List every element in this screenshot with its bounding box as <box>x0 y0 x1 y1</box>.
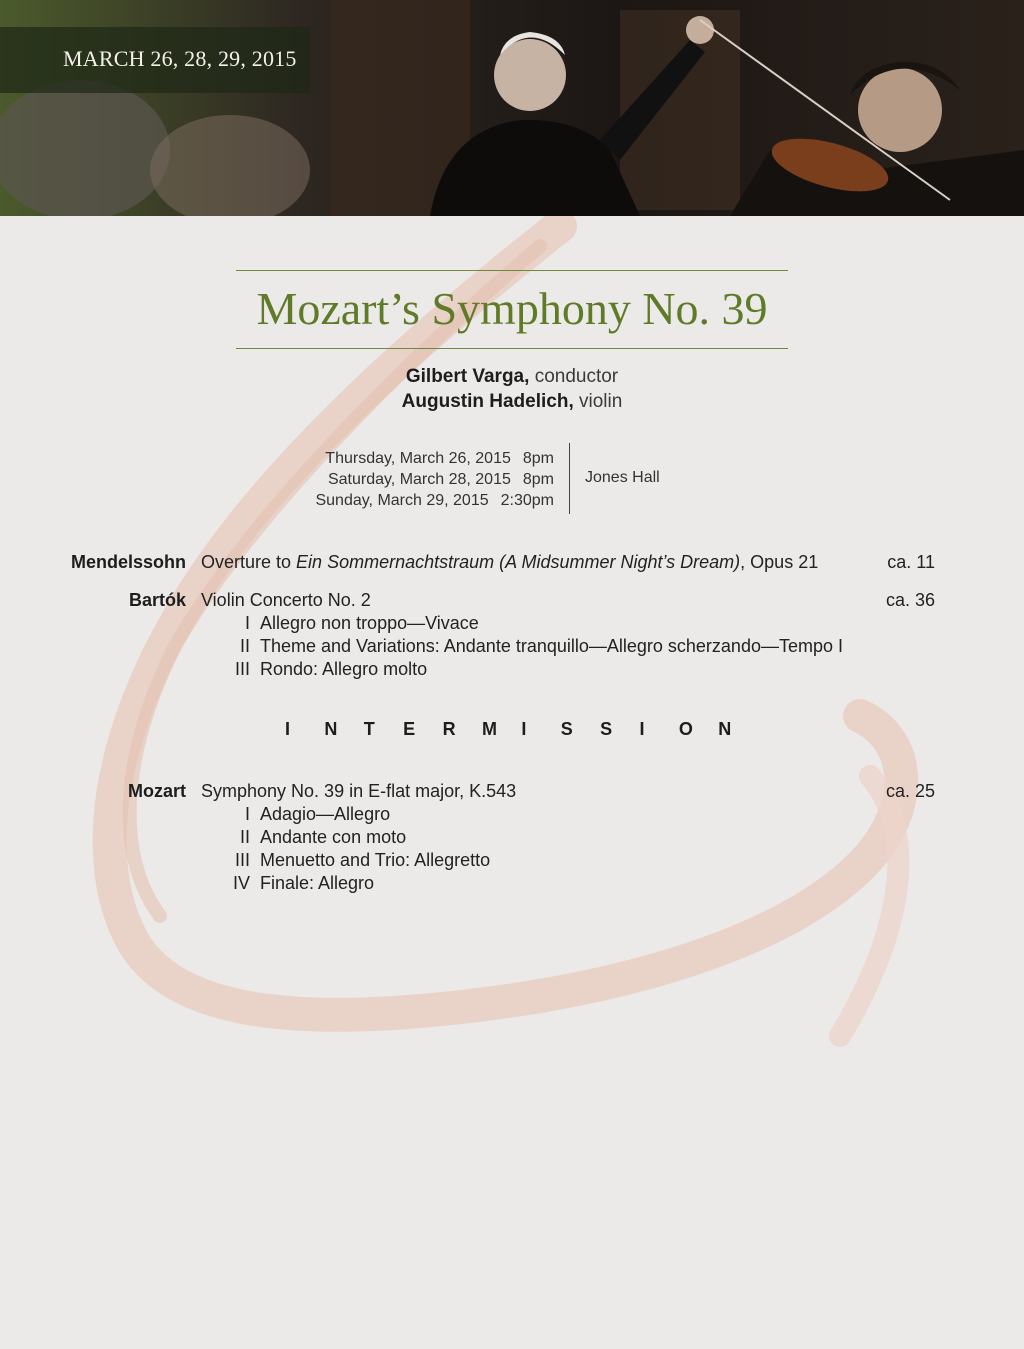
movement-number: I <box>244 804 250 824</box>
movement-name: Adagio—Allegro <box>260 804 391 824</box>
intermission-heading <box>285 719 758 740</box>
artist-name: Augustin Hadelich, <box>401 391 574 412</box>
performance-time: 2:30pm <box>500 492 554 509</box>
intermission-letter: T <box>363 719 375 739</box>
work-title <box>201 552 818 573</box>
artist-conductor <box>0 366 1024 388</box>
program-title: Mozart’s Symphony No. 39 <box>256 283 768 334</box>
work-title: Symphony No. 39 in E-flat major, K.543 <box>201 781 517 801</box>
movement-name: Allegro non troppo—Vivace <box>260 613 479 633</box>
performance-time: 8pm <box>522 471 554 488</box>
performance-date: Thursday, March 26, 2015 <box>325 450 511 467</box>
artist-role: violin <box>579 391 623 412</box>
performance-date: Saturday, March 28, 2015 <box>327 471 511 488</box>
movement-name: Menuetto and Trio: Allegretto <box>260 850 491 870</box>
movement-number: II <box>239 636 250 656</box>
work-title-suffix: , Opus 21 <box>740 552 819 572</box>
artist-role: conductor <box>534 366 619 387</box>
work-title-plain: Overture to <box>201 552 297 572</box>
intermission-letter: S <box>600 719 613 739</box>
intermission-letter: R <box>442 719 456 739</box>
performance-time: 8pm <box>522 450 554 467</box>
composer-bartok: Bartók <box>128 590 186 610</box>
intermission-letter: O <box>678 719 693 739</box>
venue: Jones Hall <box>585 469 660 486</box>
movement-name: Theme and Variations: Andante tranquillo—Allegro scherzando—Tempo I <box>260 636 843 656</box>
divider-line <box>569 443 570 514</box>
composer-mendelssohn: Mendelssohn <box>70 552 186 572</box>
intermission-letter: I <box>521 719 527 739</box>
title-rule-top <box>236 270 788 271</box>
header-photo-banner <box>0 0 1024 216</box>
intermission-letter: E <box>403 719 416 739</box>
concert-dates: MARCH 26, 28, 29, 2015 <box>63 46 297 71</box>
intermission-letter: N <box>718 719 732 739</box>
artist-soloist <box>0 391 1024 413</box>
intermission-letter: I <box>285 719 291 739</box>
intermission-letter: N <box>324 719 338 739</box>
performance-row <box>315 448 554 469</box>
movement-number: IV <box>232 873 250 893</box>
work-duration: ca. 11 <box>887 552 935 572</box>
movement-number: II <box>239 827 250 847</box>
movement-name: Finale: Allegro <box>260 873 375 893</box>
title-rule-bottom <box>236 348 788 349</box>
work-duration: ca. 25 <box>885 781 935 801</box>
performance-date: Sunday, March 29, 2015 <box>315 492 489 509</box>
movement-name: Rondo: Allegro molto <box>260 659 428 679</box>
performance-dates <box>315 448 554 511</box>
artist-name: Gilbert Varga, <box>405 366 530 387</box>
work-title-italic: Ein Sommernachtstraum (A Midsummer Night’s Dream) <box>296 552 741 572</box>
intermission-letter: S <box>560 719 573 739</box>
work-duration: ca. 36 <box>885 590 935 610</box>
intermission-letter: I <box>639 719 645 739</box>
composer-mozart: Mozart <box>128 781 186 801</box>
performance-row <box>315 490 554 511</box>
movement-name: Andante con moto <box>260 827 407 847</box>
performance-row <box>315 469 554 490</box>
intermission-letter: M <box>481 719 497 739</box>
movement-number: I <box>244 613 250 633</box>
work-title: Violin Concerto No. 2 <box>201 590 371 610</box>
movement-number: III <box>234 850 250 870</box>
movement-number: III <box>234 659 250 679</box>
